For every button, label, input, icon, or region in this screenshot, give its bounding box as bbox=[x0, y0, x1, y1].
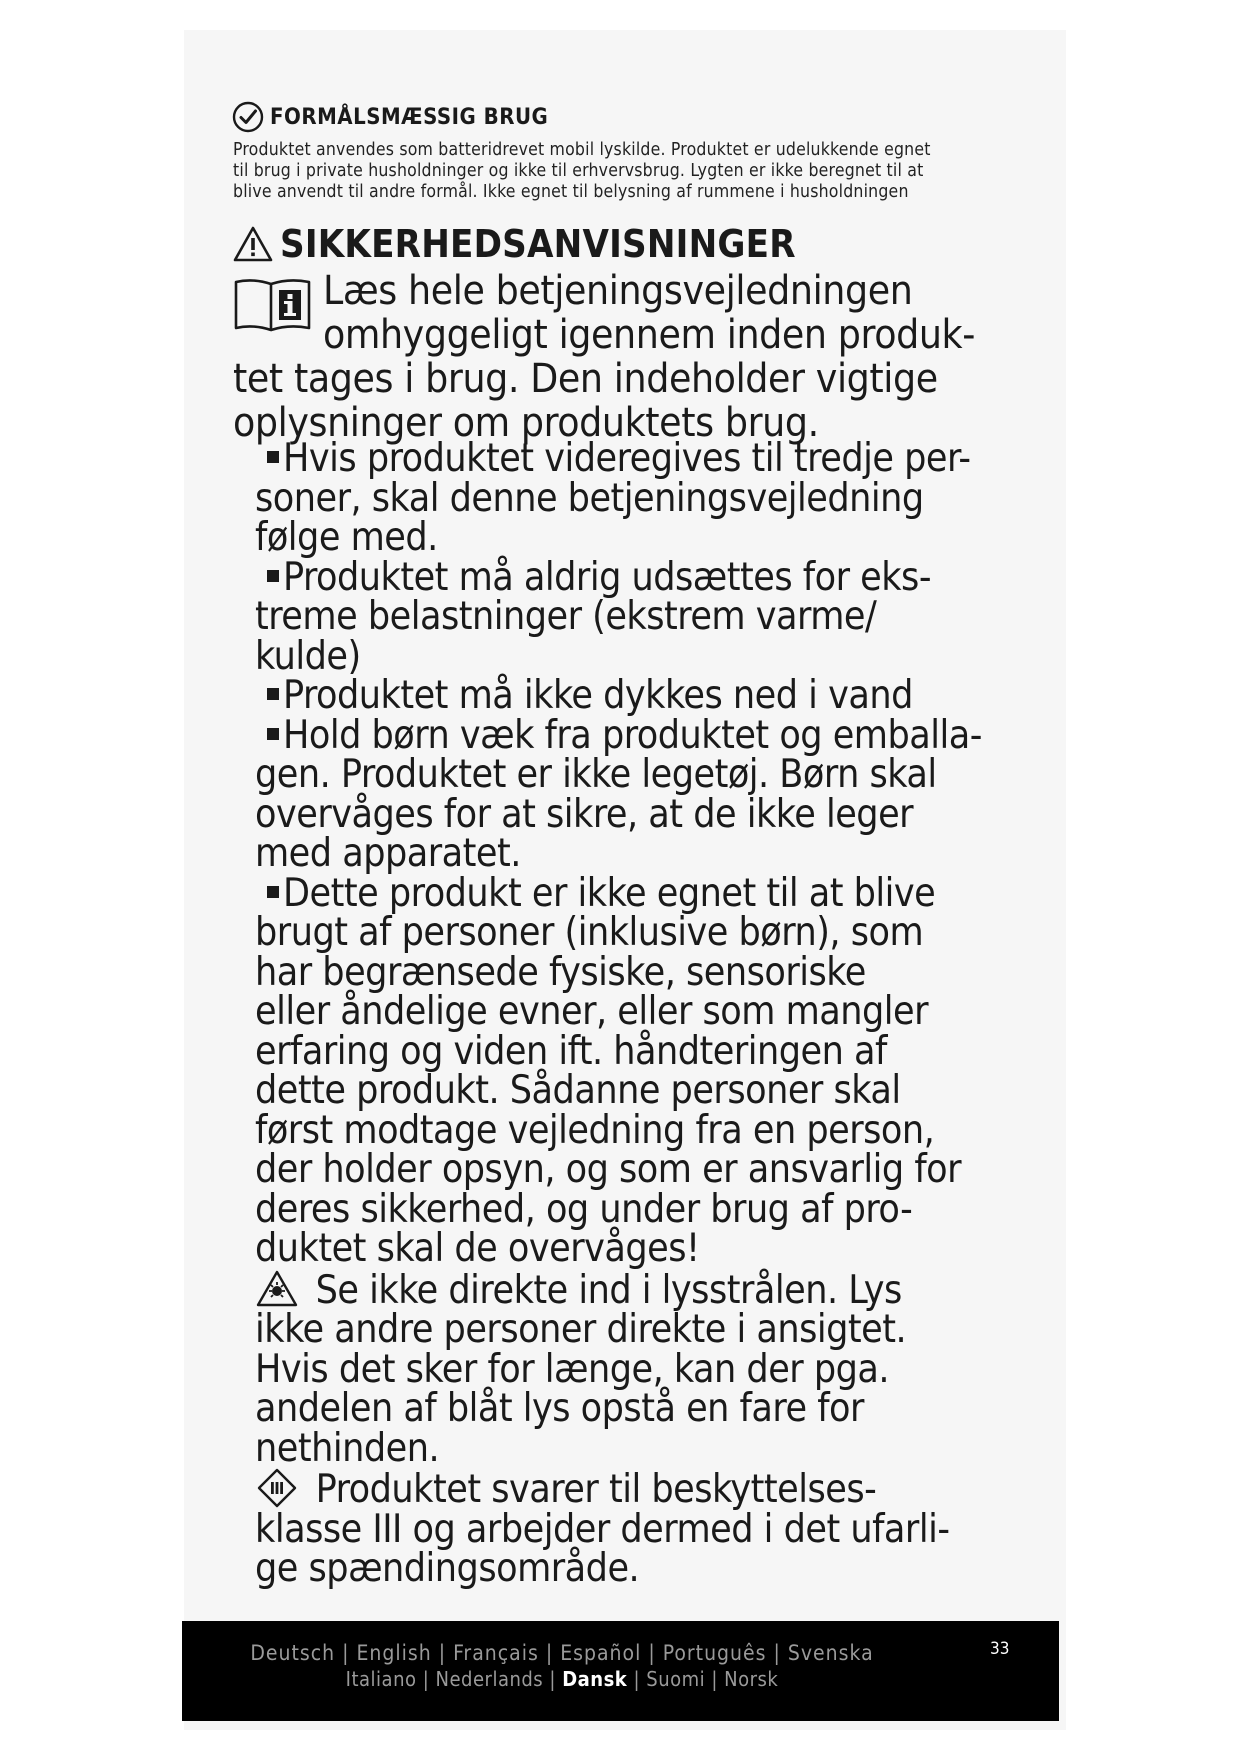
separator: | bbox=[545, 1641, 554, 1665]
bullet-line: dette produkt. Sådanne personer skal bbox=[255, 1068, 901, 1113]
bullet-line: Hvis produktet videregives til tredje per- bbox=[283, 436, 971, 481]
notice-line: nethinden. bbox=[255, 1425, 440, 1471]
lang-francais[interactable]: Français bbox=[453, 1641, 539, 1665]
separator: | bbox=[438, 1641, 447, 1665]
lang-deutsch[interactable]: Deutsch bbox=[250, 1641, 336, 1665]
language-row-2 bbox=[182, 1667, 942, 1691]
bullet-line: følge med. bbox=[255, 515, 438, 560]
bullet-line: deres sikkerhed, og under brug af pro- bbox=[255, 1186, 913, 1232]
intended-use-heading bbox=[232, 100, 548, 134]
bullet-line: erfaring og viden ift. håndteringen af bbox=[255, 1028, 887, 1074]
safety-bullet bbox=[255, 673, 1055, 718]
separator: | bbox=[648, 1641, 656, 1665]
bullet-line: gen. Produktet er ikke legetøj. Børn skal bbox=[255, 752, 937, 797]
bullet-line: eller åndelige evner, eller som mangler bbox=[255, 989, 929, 1034]
language-row-1 bbox=[182, 1641, 942, 1665]
warning-triangle-icon bbox=[232, 225, 274, 263]
bullet-line: overvåges for at sikre, at de ikke leger bbox=[255, 791, 914, 837]
notice-line: Produktet svarer til beskyttelses- bbox=[305, 1467, 877, 1512]
bullet-square-icon bbox=[267, 451, 279, 463]
bullet-line: kulde) bbox=[255, 633, 361, 679]
bullet-line: Hold børn væk fra produktet og emballa- bbox=[283, 712, 982, 758]
bullet-line: duktet skal de overvåges! bbox=[255, 1226, 700, 1271]
bullet-square-icon bbox=[267, 570, 279, 582]
notice-line: klasse III og arbejder dermed i det ufarli- bbox=[255, 1506, 950, 1552]
bullet-line: først modtage vejledning fra en person, bbox=[255, 1107, 935, 1153]
lang-norsk[interactable]: Norsk bbox=[724, 1667, 779, 1691]
light-hazard-icon bbox=[255, 1269, 299, 1309]
notice-line: andelen af blåt lys opstå en fare for bbox=[255, 1386, 864, 1431]
footer-bar bbox=[182, 1621, 1059, 1721]
checkmark-circle-icon bbox=[232, 101, 264, 133]
page-number: 33 bbox=[990, 1639, 1010, 1659]
bullet-line: har begrænsede fysiske, sensoriske bbox=[255, 949, 866, 995]
bullet-line: der holder opsyn, og som er ansvarlig for bbox=[255, 1147, 962, 1192]
separator: | bbox=[342, 1641, 350, 1665]
bullet-square-icon bbox=[267, 886, 279, 898]
notice-line: Se ikke direkte ind i lysstrålen. Lys bbox=[305, 1267, 902, 1313]
intended-use-title: FORMÅLSMÆSSIG BRUG bbox=[270, 104, 549, 130]
safety-bullet bbox=[255, 712, 1055, 876]
notice-line: Hvis det sker for længe, kan der pga. bbox=[255, 1346, 890, 1392]
intended-use-line: blive anvendt til andre formål. Ikke egnet til belysning af rummene i husholdningen bbox=[233, 182, 909, 202]
bullet-square-icon bbox=[267, 728, 279, 740]
lang-svenska[interactable]: Svenska bbox=[787, 1641, 874, 1665]
light-hazard-notice bbox=[255, 1269, 1055, 1469]
lang-nederlands[interactable]: Nederlands bbox=[435, 1667, 544, 1691]
separator: | bbox=[711, 1667, 718, 1691]
lang-dansk-active[interactable]: Dansk bbox=[562, 1667, 628, 1691]
bullet-line: Produktet må ikke dykkes ned i vand bbox=[283, 673, 913, 718]
bullet-line: soner, skal denne betjeningsvejledning bbox=[255, 475, 924, 521]
protection-class-iii-icon bbox=[255, 1468, 299, 1508]
protection-class-notice bbox=[255, 1468, 1055, 1589]
intended-use-text bbox=[233, 140, 1023, 203]
safety-bullet bbox=[255, 436, 1055, 560]
lang-portugues[interactable]: Português bbox=[662, 1641, 767, 1665]
bullet-line: Dette produkt er ikke egnet til at blive bbox=[283, 870, 936, 916]
read-manual-paragraph bbox=[233, 268, 1053, 444]
lang-english[interactable]: English bbox=[356, 1641, 432, 1665]
safety-title: SIKKERHEDSANVISNINGER bbox=[280, 222, 796, 266]
bullet-line: treme belastninger (ekstrem varme/ bbox=[255, 594, 877, 639]
lang-espanol[interactable]: Español bbox=[560, 1641, 642, 1665]
read-line: omhyggeligt igennem inden produk- bbox=[323, 310, 975, 358]
separator: | bbox=[422, 1667, 430, 1691]
notice-line: ge spændingsområde. bbox=[255, 1546, 640, 1591]
bullet-line: brugt af personer (inklusive børn), som bbox=[255, 910, 924, 955]
safety-bullet bbox=[255, 554, 1055, 679]
separator: | bbox=[633, 1667, 641, 1691]
bullet-square-icon bbox=[267, 688, 279, 700]
safety-heading bbox=[232, 220, 796, 268]
lang-suomi[interactable]: Suomi bbox=[646, 1667, 706, 1691]
safety-bullet-list bbox=[255, 436, 1055, 1591]
bullet-line: Produktet må aldrig udsættes for eks- bbox=[283, 554, 931, 600]
intended-use-line: til brug i private husholdninger og ikke til erhvervsbrug. Lygten er ikke beregnet til at bbox=[233, 161, 924, 181]
read-line: tet tages i brug. Den indeholder vigtige bbox=[233, 354, 938, 402]
intended-use-line: Produktet anvendes som batteridrevet mobil lyskilde. Produktet er udelukkende egnet bbox=[233, 140, 931, 160]
read-line: Læs hele betjeningsvejledningen bbox=[323, 266, 913, 314]
bullet-line: med apparatet. bbox=[255, 831, 521, 876]
lang-italiano[interactable]: Italiano bbox=[345, 1667, 417, 1691]
read-line: oplysninger om produktets brug. bbox=[233, 398, 819, 446]
notice-line: ikke andre personer direkte i ansigtet. bbox=[255, 1307, 907, 1352]
separator: | bbox=[773, 1641, 781, 1665]
safety-bullet bbox=[255, 870, 1055, 1271]
separator: | bbox=[549, 1667, 556, 1691]
